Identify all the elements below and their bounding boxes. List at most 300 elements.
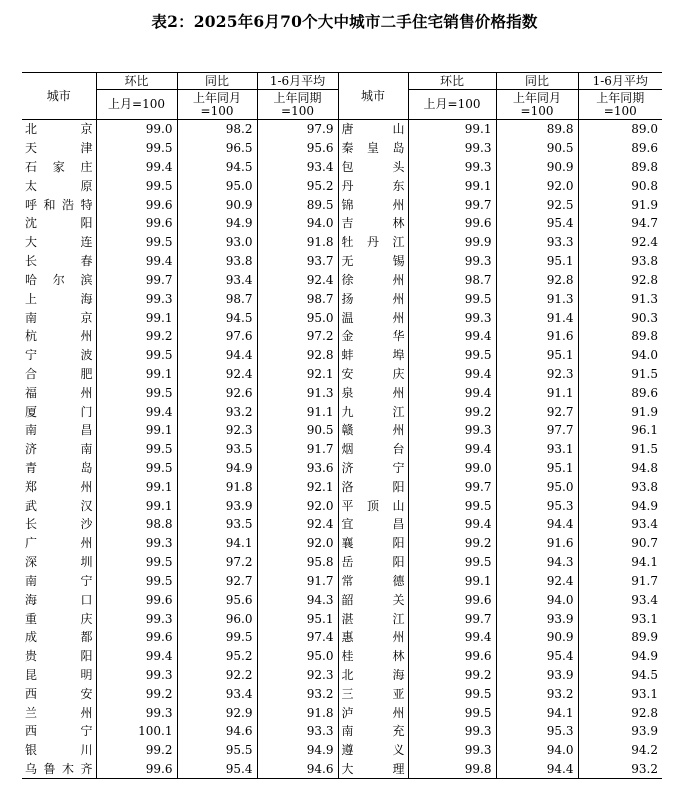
city-name-cell <box>338 402 408 421</box>
city-name <box>25 120 93 138</box>
index-yoy-cell: 91.4 <box>496 308 578 327</box>
city-name-char: 上 <box>25 291 38 306</box>
index-mom-cell: 99.4 <box>96 158 177 177</box>
city-name-char: 深 <box>25 555 38 570</box>
city-name-cell <box>22 346 96 365</box>
yoy-base-line2: =100 <box>200 103 234 118</box>
city-name <box>25 384 93 402</box>
index-yoy-cell: 95.0 <box>177 176 257 195</box>
yoy-base-line1: 上年同月 <box>192 90 241 105</box>
table-row <box>22 271 662 290</box>
city-name <box>342 741 405 759</box>
index-yoy-cell: 94.4 <box>496 760 578 779</box>
table-row <box>22 214 662 233</box>
index-avg-cell: 91.3 <box>631 291 658 306</box>
city-name-char: 宁 <box>392 461 405 476</box>
header-avg-right: 1-6月平均 <box>578 73 662 90</box>
index-avg-cell: 94.9 <box>631 649 658 664</box>
city-name-char: 太 <box>25 178 38 193</box>
city-name-cell <box>338 496 408 515</box>
city-name-char: 遵 <box>341 743 354 758</box>
city-name-char: 兰 <box>25 705 38 720</box>
index-avg-cell: 92.3 <box>257 666 338 685</box>
city-name <box>342 704 405 722</box>
index-avg-cell: 89.9 <box>631 630 658 645</box>
header-yoy-left: 同比 <box>177 73 257 90</box>
city-name-cell <box>22 421 96 440</box>
index-avg-cell: 97.4 <box>257 628 338 647</box>
city-name-char: 大 <box>341 762 354 777</box>
city-name-cell <box>22 515 96 534</box>
index-yoy-cell: 94.0 <box>496 741 578 760</box>
table-row <box>22 609 662 628</box>
index-avg-cell: 91.3 <box>257 383 338 402</box>
city-name <box>25 365 93 383</box>
table-row <box>22 176 662 195</box>
city-name <box>342 497 405 515</box>
city-name-char: 湛 <box>341 611 354 626</box>
city-name-cell <box>22 741 96 760</box>
index-yoy-cell: 91.3 <box>496 289 578 308</box>
index-avg-cell: 95.0 <box>257 647 338 666</box>
index-yoy-cell: 91.6 <box>496 327 578 346</box>
header-avg-base-right <box>578 90 662 120</box>
index-yoy-cell: 90.9 <box>177 195 257 214</box>
index-yoy-cell: 96.0 <box>177 609 257 628</box>
city-name-char: 州 <box>392 385 405 400</box>
table-row <box>22 590 662 609</box>
index-yoy-cell: 92.0 <box>496 176 578 195</box>
index-mom-cell: 99.3 <box>96 609 177 628</box>
index-mom-cell: 99.4 <box>408 383 496 402</box>
table-row <box>22 684 662 703</box>
index-avg-cell: 92.1 <box>257 365 338 384</box>
index-mom-cell: 99.4 <box>408 365 496 384</box>
index-avg-cell: 95.1 <box>257 609 338 628</box>
index-mom-cell: 98.8 <box>96 515 177 534</box>
city-name-cell <box>338 346 408 365</box>
index-mom-cell: 98.7 <box>408 271 496 290</box>
index-avg-cell: 91.5 <box>631 442 658 457</box>
city-name-cell <box>338 421 408 440</box>
index-yoy-cell: 93.5 <box>177 515 257 534</box>
city-name-cell <box>22 402 96 421</box>
city-name-cell <box>338 459 408 478</box>
city-name-char: 济 <box>25 442 38 457</box>
city-name <box>25 760 93 778</box>
table-row <box>22 534 662 553</box>
index-mom-cell: 99.3 <box>408 308 496 327</box>
city-name <box>342 647 405 665</box>
city-name-char: 庆 <box>392 366 405 381</box>
city-name-char: 德 <box>392 573 405 588</box>
city-name-char: 厦 <box>25 404 38 419</box>
city-name-char: 三 <box>341 686 354 701</box>
table-row <box>22 252 662 271</box>
city-name-char: 秦 <box>341 141 354 156</box>
index-yoy-cell: 90.9 <box>496 628 578 647</box>
index-mom-cell: 99.2 <box>408 534 496 553</box>
index-yoy-cell: 94.9 <box>177 459 257 478</box>
index-yoy-cell: 93.2 <box>496 684 578 703</box>
city-name <box>25 741 93 759</box>
index-mom-cell: 99.3 <box>96 534 177 553</box>
index-mom-cell: 99.1 <box>408 120 496 139</box>
city-name <box>342 233 405 251</box>
index-mom-cell: 99.5 <box>408 346 496 365</box>
city-name <box>25 553 93 571</box>
index-mom-cell: 99.4 <box>408 327 496 346</box>
city-name-cell <box>22 383 96 402</box>
index-avg-cell: 89.8 <box>631 160 658 175</box>
city-name-char: 津 <box>80 141 93 156</box>
city-name-char: 门 <box>80 404 93 419</box>
city-name <box>342 628 405 646</box>
city-name-cell <box>338 233 408 252</box>
city-name-cell <box>338 308 408 327</box>
index-yoy-cell: 95.1 <box>496 459 578 478</box>
index-avg-cell: 92.8 <box>631 272 658 287</box>
city-name-cell <box>22 666 96 685</box>
city-name-char: 汉 <box>80 498 93 513</box>
city-name-char: 南 <box>341 724 354 739</box>
city-name <box>342 610 405 628</box>
index-avg-cell: 91.8 <box>257 233 338 252</box>
city-name-char: 南 <box>25 423 38 438</box>
city-name-char: 亚 <box>392 686 405 701</box>
city-name-char: 宁 <box>25 348 38 363</box>
table-row <box>22 741 662 760</box>
index-mom-cell: 99.7 <box>408 609 496 628</box>
city-name <box>342 515 405 533</box>
city-name-cell <box>22 327 96 346</box>
city-name <box>342 440 405 458</box>
index-yoy-cell: 94.1 <box>496 703 578 722</box>
city-name-cell <box>22 289 96 308</box>
city-name-char: 福 <box>25 385 38 400</box>
index-yoy-cell: 98.7 <box>177 289 257 308</box>
city-name-char: 昌 <box>392 517 405 532</box>
index-mom-cell: 99.4 <box>408 628 496 647</box>
index-avg-cell: 92.8 <box>631 705 658 720</box>
city-name <box>25 591 93 609</box>
index-yoy-cell: 92.8 <box>496 271 578 290</box>
city-name-cell <box>338 684 408 703</box>
index-yoy-cell: 94.9 <box>177 214 257 233</box>
index-yoy-cell: 94.3 <box>496 553 578 572</box>
index-yoy-cell: 95.4 <box>496 647 578 666</box>
index-yoy-cell: 90.9 <box>496 158 578 177</box>
city-name-cell <box>22 176 96 195</box>
city-name-char: 襄 <box>341 536 354 551</box>
city-name-char: 江 <box>392 404 405 419</box>
city-name-char: 州 <box>80 329 93 344</box>
city-name <box>25 497 93 515</box>
city-name <box>25 233 93 251</box>
index-mom-cell: 99.1 <box>96 365 177 384</box>
index-yoy-cell: 94.4 <box>496 515 578 534</box>
table-row <box>22 158 662 177</box>
index-avg-cell: 95.6 <box>257 139 338 158</box>
index-avg-cell: 93.3 <box>257 722 338 741</box>
city-name <box>25 177 93 195</box>
index-avg-cell: 92.0 <box>257 534 338 553</box>
city-name-char: 南 <box>25 310 38 325</box>
index-mom-cell: 99.3 <box>408 421 496 440</box>
index-yoy-cell: 92.7 <box>496 402 578 421</box>
city-name-char: 顶 <box>366 498 379 513</box>
table-row <box>22 120 662 139</box>
city-name-cell <box>338 195 408 214</box>
city-name <box>342 346 405 364</box>
city-name-char: 西 <box>25 724 38 739</box>
index-avg-cell: 93.9 <box>631 724 658 739</box>
avg-base-line2: =100 <box>603 103 637 118</box>
index-mom-cell: 99.0 <box>96 120 177 139</box>
table-row <box>22 722 662 741</box>
city-name-char: 肥 <box>80 366 93 381</box>
city-name-char: 头 <box>392 160 405 175</box>
index-yoy-cell: 93.9 <box>177 496 257 515</box>
table-row <box>22 139 662 158</box>
city-name-cell <box>338 327 408 346</box>
index-mom-cell: 99.1 <box>96 308 177 327</box>
index-mom-cell: 99.6 <box>96 195 177 214</box>
index-mom-cell: 99.7 <box>408 477 496 496</box>
index-avg-cell: 91.7 <box>257 440 338 459</box>
index-avg-cell: 90.8 <box>631 178 658 193</box>
index-yoy-cell: 94.1 <box>177 534 257 553</box>
city-name-char: 徐 <box>341 272 354 287</box>
table-row <box>22 383 662 402</box>
city-name-cell <box>22 534 96 553</box>
index-avg-cell: 93.2 <box>631 762 658 777</box>
city-name-char: 江 <box>392 235 405 250</box>
city-name-char: 韶 <box>341 592 354 607</box>
city-name-char: 贵 <box>25 649 38 664</box>
city-name <box>25 628 93 646</box>
index-avg-cell: 91.7 <box>257 572 338 591</box>
header-mom-right: 环比 <box>408 73 496 90</box>
index-yoy-cell: 94.6 <box>177 722 257 741</box>
city-name-char: 皇 <box>366 141 379 156</box>
index-yoy-cell: 93.8 <box>177 252 257 271</box>
index-avg-cell: 94.6 <box>257 760 338 779</box>
index-yoy-cell: 91.1 <box>496 383 578 402</box>
index-avg-cell: 90.3 <box>631 310 658 325</box>
city-name-char: 州 <box>80 536 93 551</box>
city-name-char: 惠 <box>341 630 354 645</box>
city-name-char: 杭 <box>25 329 38 344</box>
city-name-cell <box>22 308 96 327</box>
index-yoy-cell: 95.4 <box>496 214 578 233</box>
index-avg-cell: 97.9 <box>257 120 338 139</box>
city-name <box>342 685 405 703</box>
city-name-char: 锦 <box>341 197 354 212</box>
city-name-char: 重 <box>25 611 38 626</box>
table-row <box>22 440 662 459</box>
index-mom-cell: 99.1 <box>96 477 177 496</box>
city-name-char: 大 <box>25 235 38 250</box>
city-name-char: 济 <box>341 461 354 476</box>
index-mom-cell: 99.1 <box>96 496 177 515</box>
city-name <box>25 421 93 439</box>
city-name-char: 齐 <box>80 762 93 777</box>
city-name <box>342 666 405 684</box>
city-name-char: 九 <box>341 404 354 419</box>
city-name-char: 安 <box>341 366 354 381</box>
city-name-char: 金 <box>341 329 354 344</box>
city-name <box>25 478 93 496</box>
index-avg-cell: 93.4 <box>631 592 658 607</box>
index-yoy-cell: 91.6 <box>496 534 578 553</box>
table-row <box>22 760 662 779</box>
index-avg-cell: 91.9 <box>631 404 658 419</box>
index-mom-cell: 99.5 <box>96 459 177 478</box>
city-name-char: 唐 <box>341 122 354 137</box>
index-yoy-cell: 92.6 <box>177 383 257 402</box>
index-mom-cell: 99.2 <box>96 741 177 760</box>
city-name-char: 尔 <box>52 272 65 287</box>
city-name <box>25 572 93 590</box>
header-avg-base-left <box>257 90 338 120</box>
city-name-cell <box>22 252 96 271</box>
city-name-char: 北 <box>341 667 354 682</box>
city-name-cell <box>338 741 408 760</box>
index-yoy-cell: 95.3 <box>496 496 578 515</box>
index-mom-cell: 99.5 <box>96 440 177 459</box>
index-avg-cell: 93.8 <box>631 254 658 269</box>
index-yoy-cell: 92.9 <box>177 703 257 722</box>
city-name-cell <box>338 176 408 195</box>
city-name-cell <box>22 572 96 591</box>
city-name <box>342 421 405 439</box>
city-name-cell <box>338 760 408 779</box>
city-name <box>342 120 405 138</box>
city-name-char: 阳 <box>80 649 93 664</box>
city-name-char: 长 <box>25 517 38 532</box>
index-yoy-cell: 95.3 <box>496 722 578 741</box>
city-name-cell <box>338 666 408 685</box>
index-mom-cell: 99.4 <box>96 252 177 271</box>
city-name-char: 华 <box>392 329 405 344</box>
city-name-cell <box>22 440 96 459</box>
city-name-char: 鲁 <box>43 762 56 777</box>
city-name-char: 阳 <box>392 479 405 494</box>
city-name-char: 州 <box>392 197 405 212</box>
city-name-char: 无 <box>341 254 354 269</box>
city-name-cell <box>22 120 96 139</box>
city-name <box>342 403 405 421</box>
table-row <box>22 327 662 346</box>
city-name-char: 广 <box>25 536 38 551</box>
index-mom-cell: 99.1 <box>96 421 177 440</box>
index-avg-cell: 94.0 <box>257 214 338 233</box>
city-name-char: 郑 <box>25 479 38 494</box>
index-yoy-cell: 93.1 <box>496 440 578 459</box>
city-name-char: 赣 <box>341 423 354 438</box>
index-mom-cell: 99.5 <box>408 553 496 572</box>
city-name-cell <box>338 383 408 402</box>
index-mom-cell: 99.5 <box>96 139 177 158</box>
city-name-cell <box>22 609 96 628</box>
city-name-char: 充 <box>392 724 405 739</box>
city-name-char: 银 <box>25 743 38 758</box>
index-yoy-cell: 92.2 <box>177 666 257 685</box>
index-mom-cell: 99.6 <box>408 214 496 233</box>
city-name <box>25 214 93 232</box>
city-name <box>25 515 93 533</box>
city-name-char: 南 <box>80 442 93 457</box>
index-mom-cell: 100.1 <box>96 722 177 741</box>
city-name <box>25 346 93 364</box>
index-mom-cell: 99.2 <box>96 327 177 346</box>
city-name-char: 京 <box>80 310 93 325</box>
city-name <box>342 327 405 345</box>
city-name-cell <box>338 158 408 177</box>
city-name <box>342 177 405 195</box>
index-yoy-cell: 95.4 <box>177 760 257 779</box>
index-mom-cell: 99.3 <box>96 666 177 685</box>
city-name-char: 滨 <box>80 272 93 287</box>
city-name-cell <box>22 703 96 722</box>
city-name <box>342 760 405 778</box>
city-name <box>342 309 405 327</box>
city-name-char: 义 <box>392 743 405 758</box>
city-name <box>25 610 93 628</box>
index-mom-cell: 99.5 <box>96 553 177 572</box>
header-mom-base-right: 上月=100 <box>408 90 496 120</box>
city-name-char: 口 <box>80 592 93 607</box>
header-yoy-right: 同比 <box>496 73 578 90</box>
yoy-base-line2: =100 <box>520 103 554 118</box>
table-row <box>22 421 662 440</box>
city-name <box>342 365 405 383</box>
index-yoy-cell: 90.5 <box>496 139 578 158</box>
city-name-char: 岛 <box>80 461 93 476</box>
city-name <box>25 271 93 289</box>
city-name-cell <box>338 120 408 139</box>
index-mom-cell: 99.7 <box>96 271 177 290</box>
index-avg-cell: 91.1 <box>257 402 338 421</box>
index-mom-cell: 99.4 <box>408 515 496 534</box>
city-name-char: 州 <box>80 479 93 494</box>
city-name-char: 石 <box>25 160 38 175</box>
index-yoy-cell: 95.0 <box>496 477 578 496</box>
index-mom-cell: 99.8 <box>408 760 496 779</box>
city-name-char: 州 <box>392 705 405 720</box>
index-yoy-cell: 94.5 <box>177 308 257 327</box>
city-name <box>25 722 93 740</box>
city-name-cell <box>338 252 408 271</box>
index-mom-cell: 99.5 <box>96 572 177 591</box>
index-avg-cell: 95.0 <box>257 308 338 327</box>
city-name-char: 林 <box>392 649 405 664</box>
city-name-cell <box>338 609 408 628</box>
table-row <box>22 365 662 384</box>
table-body <box>22 120 662 779</box>
index-avg-cell: 93.8 <box>631 479 658 494</box>
index-yoy-cell: 93.9 <box>496 666 578 685</box>
city-name-char: 关 <box>392 592 405 607</box>
index-yoy-cell: 92.4 <box>177 365 257 384</box>
city-name-char: 海 <box>80 291 93 306</box>
city-name <box>25 704 93 722</box>
table-row <box>22 628 662 647</box>
city-name <box>25 403 93 421</box>
city-name-char: 牡 <box>341 235 354 250</box>
city-name-cell <box>22 684 96 703</box>
